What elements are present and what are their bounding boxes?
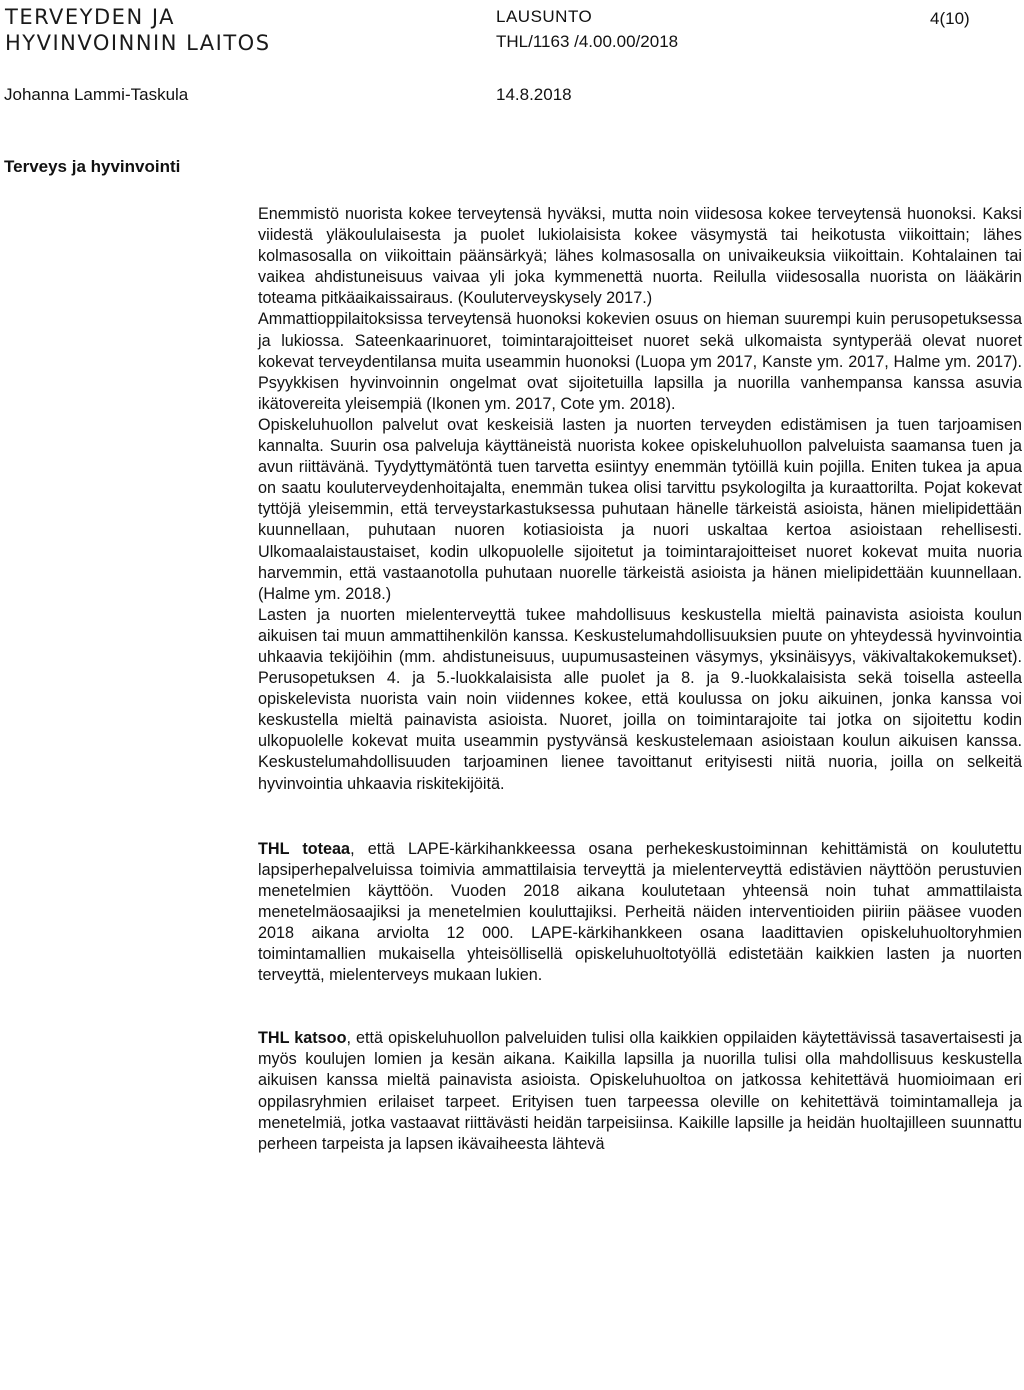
document-number: THL/1163 /4.00.00/2018 [496,32,679,51]
statement-lead: THL toteaa [258,839,351,858]
organization-name [5,4,271,56]
paragraph: Lasten ja nuorten mielenterveyttä tukee mahdollisuus keskustella mieltä painavista asioista koulun aikuisen tai muun ammattihenkilön kanssa. Keskustelumahdollisuuksien puute on yhteydessä hyvinvointia uhkaavia tekijöihin (mm. ahdistuneisuus, uupumusasteinen väsymys, yksinäisyys, väkivaltakokemukset). Perusopetuksen 4. ja 5.-luokkalaisista alle puolet ja 8. ja 9.-luokkalaisista sekä toisella asteella opiskelevista nuorista vain noin viidennes kokee, että koulussa on joku aikuinen, jonka kanssa voi keskustella mieltä painavista asioista. Nuoret, joilla on toimintarajoite tai jotka on sijoitettu kodin ulkopuolelle kokevat muita useammin pystyvänsä keskustelemaan asioistaan koulun aikuisen kanssa. Keskustelumahdollisuuden tarjoaminen lienee tavoittanut erityisesti niitä nuoria, joilla on selkeitä hyvinvointia uhkaavia riskitekijöitä. [258,605,1022,793]
author-name: Johanna Lammi-Taskula [4,85,189,104]
statement-thl-katsoo [258,1028,1022,1155]
statement-lead: THL katsoo [258,1029,347,1048]
document-date: 14.8.2018 [496,85,572,104]
org-name-line-2: HYVINVOINNIN LAITOS [5,31,271,55]
section-title: Terveys ja hyvinvointi [4,157,181,176]
spacer [258,986,1022,1028]
spacer [258,795,1022,839]
page-number: 4(10) [930,9,970,28]
document-type: LAUSUNTO [496,7,593,26]
statement-text: , että opiskeluhuollon palveluiden tulisi olla kaikkien oppilaiden käytettävissä tasavertaisesti ja myös koulujen lomien ja kesän aikana. Kaikilla lapsilla ja nuorilla tulisi olla mahdollisuus keskustella aikuisen kanssa mieltä painavista asioista. Opiskeluhuoltoa on jatkossa kehitettävä huomioimaan eri oppilasryhmien erilaiset tarpeet. Erityisen tuen tarpeessa oleville on kehitettävä toimintamalleja ja menetelmiä, jotka vastaavat riittävästi heidän tarpeisiinsa. Kaikille lapsille ja heidän huoltajilleen suunnattu perheen tarpeista ja lapsen ikävaiheesta lähtevä [258,1029,1022,1153]
paragraph: Enemmistö nuorista kokee terveytensä hyväksi, mutta noin viidesosa kokee terveytensä huonoksi. Kaksi viidestä yläkoululaisesta ja puolet lukiolaisista kokee väsymystä tai heikotusta viikoittain; lähes kolmasosalla on viikoittain päänsärkyä; lähes kolmasosalla on univaikeuksia viikoittain. Kohtalainen tai vaikea ahdistuneisuus vaivaa yli joka kymmenettä nuorta. Reilulla viidesosalla nuorista on lääkärin toteama pitkäaikaissairaus. (Kouluterveyskysely 2017.) [258,205,1022,308]
statement-thl-toteaa [258,839,1022,987]
statement-text: , että LAPE-kärkihankkeessa osana perhekeskustoiminnan kehittämistä on koulutettu lapsiperhepalveluissa toimivia ammattilaisia terveyttä ja mielenterveyttä edistävien näyttöön perustuvien menetelmien käyttöön. Vuoden 2018 aikana koulutetaan yhteensä noin tuhat ammattilaista menetelmäosaajiksi ja menetelmien kouluttajiksi. Perheitä näiden interventioiden piiriin pääsee vuoden 2018 aikana arviolta 12 000. LAPE-kärkihankkeen osana laadittavien opiskeluhuoltoryhmien toimintamallien mukaisella yhteisöllisellä opiskeluhuoltotyöllä edistetään kaikkien lasten ja nuorten terveyttä, mielenterveys mukaan lukien. [258,839,1022,985]
document-body [258,204,1022,1155]
org-name-line-1: TERVEYDEN JA [5,5,176,29]
paragraph: Opiskeluhuollon palvelut ovat keskeisiä lasten ja nuorten terveyden edistämisen ja tuen tarjoamisen kannalta. Suurin osa palveluja käyttäneistä nuorista kokee opiskeluhuollon palveluista saamansa tuen ja avun riittävänä. Tyydyttymätöntä tuen tarvetta esiintyy enemmän tytöillä kuin pojilla. Eniten tukea ja apua on saatu kouluterveydenhoitajalta, enemmän tukea olisi tarvittu psykologilta ja kuraattorilta. Pojat kokevat tyttöjä yleisemmin, että terveystarkastuksessa puhutaan hänelle tärkeistä asioista, hänen mielipidettään kuunnellaan, puhutaan nuoren kotiasioista ja nuori uskaltaa kertoa asioistaan rehellisesti. Ulkomaalaistaustaiset, kodin ulkopuolelle sijoitetut ja toimintarajoitteiset nuoret kokevat muita nuoria harvemmin, että vastaanotolla puhutaan nuorelle tärkeistä asioista ja hänen mielipidettään kuunnellaan. (Halme ym. 2018.) [258,415,1022,603]
paragraph: Ammattioppilaitoksissa terveytensä huonoksi kokevien osuus on hieman suurempi kuin perusopetuksessa ja lukiossa. Sateenkaarinuoret, toimintarajoitteiset nuoret sekä ulkomaista syntyperää olevat nuoret kokevat terveydentilansa muita useammin huonoksi (Luopa ym 2017, Kanste ym. 2017, Halme ym. 2017). Psyykkisen hyvinvoinnin ongelmat ovat sijoitetuilla lapsilla ja nuorilla vanhempansa kanssa asuvia ikätovereita yleisempiä (Ikonen ym. 2017, Cote ym. 2018). [258,310,1022,413]
